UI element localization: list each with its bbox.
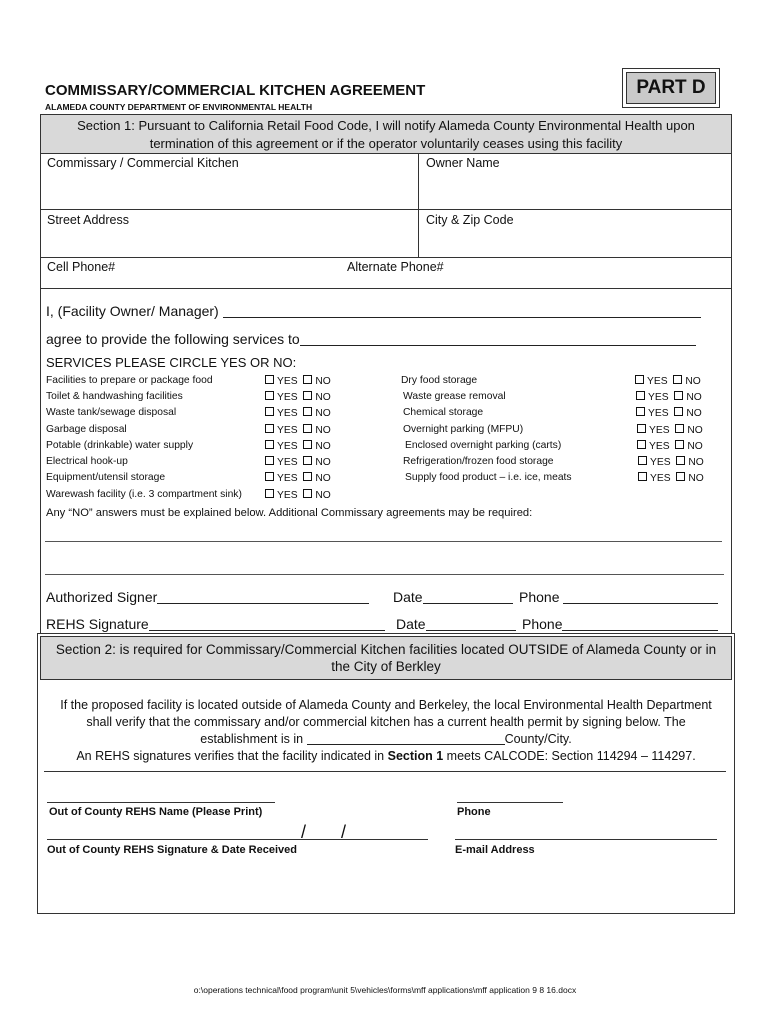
section2-heading	[40, 636, 732, 680]
authorized-signer-label: Authorized Signer	[46, 589, 158, 605]
checkbox-icon	[675, 424, 684, 433]
checkbox-icon	[636, 391, 645, 400]
rehs-signature-date-input[interactable]	[47, 839, 428, 840]
agree-recipient-input[interactable]	[300, 333, 696, 346]
service-left-3: Waste tank/sewage disposal	[46, 407, 177, 418]
yes-option[interactable]: YES	[265, 424, 298, 436]
facility-owner-label: I, (Facility Owner/ Manager)	[46, 303, 219, 319]
authorized-signer-input[interactable]	[157, 591, 369, 604]
section2-paragraph	[40, 697, 732, 765]
rehs-signature-label: REHS Signature	[46, 616, 149, 632]
checkbox-icon	[635, 375, 644, 384]
service-right-4: Overnight parking (MFPU)	[403, 424, 524, 435]
service-right-1: Dry food storage	[401, 375, 478, 386]
owner-name-field[interactable]: Owner Name	[426, 156, 500, 170]
checkbox-icon	[265, 375, 274, 384]
yes-option[interactable]: YES	[636, 391, 669, 403]
checkbox-icon	[303, 407, 312, 416]
service-right-7: Supply food product – i.e. ice, meats	[405, 472, 572, 483]
checkbox-icon	[265, 407, 274, 416]
yes-option[interactable]: YES	[265, 489, 298, 501]
checkbox-icon	[303, 391, 312, 400]
yes-no-left-7	[265, 472, 331, 484]
checkbox-icon	[676, 456, 685, 465]
date-slash-1: /	[301, 822, 307, 842]
agree-label: agree to provide the following services to	[46, 331, 300, 347]
no-option[interactable]: NO	[676, 456, 703, 468]
yes-no-left-3	[265, 407, 331, 419]
yes-no-left-6	[265, 456, 331, 468]
service-right-3: Chemical storage	[403, 407, 484, 418]
file-path-footer: o:\operations technical\food program\unit 5\vehicles\forms\mff applications\mff application 9 8 16.docx	[193, 985, 577, 995]
phone-label: Phone	[519, 589, 560, 605]
yes-option[interactable]: YES	[635, 375, 668, 387]
service-left-2: Toilet & handwashing facilities	[46, 391, 183, 402]
authorized-date-input[interactable]	[423, 591, 513, 604]
yes-no-right-6	[638, 456, 704, 468]
cell-phone-field[interactable]: Cell Phone#	[47, 260, 116, 274]
street-address-field[interactable]: Street Address	[47, 213, 129, 227]
no-option[interactable]: NO	[303, 424, 330, 436]
yes-no-right-4	[637, 424, 703, 436]
no-option[interactable]: NO	[303, 407, 330, 419]
checkbox-icon	[638, 456, 647, 465]
city-zip-field[interactable]: City & Zip Code	[426, 213, 514, 227]
no-option[interactable]: NO	[675, 424, 702, 436]
date-label: Date	[393, 589, 423, 605]
yes-no-left-1	[265, 375, 331, 387]
explanation-line-2[interactable]	[45, 574, 724, 575]
section2-para-line4: An REHS signatures verifies that the facility indicated in Section 1 meets CALCODE: Section 114294 – 114297.	[76, 749, 696, 763]
service-right-6: Refrigeration/frozen food storage	[403, 456, 554, 467]
date-slash-2: /	[341, 822, 347, 842]
yes-no-left-2	[265, 391, 331, 403]
rehs-signature-date-label: Out of County REHS Signature & Date Received	[47, 844, 297, 856]
no-answers-note: Any “NO” answers must be explained below. Additional Commissary agreements may be required:	[46, 507, 533, 519]
section1-heading-line1: Section 1: Pursuant to California Retail Food Code, I will notify Alameda County Environmental Health upon	[77, 118, 695, 133]
rehs-signature-row	[46, 616, 385, 632]
yes-option[interactable]: YES	[265, 456, 298, 468]
service-right-5: Enclosed overnight parking (carts)	[405, 440, 562, 451]
rehs-phone-row	[522, 616, 718, 632]
rehs-name-label: Out of County REHS Name (Please Print)	[49, 806, 263, 818]
checkbox-icon	[303, 375, 312, 384]
facility-owner-line[interactable]	[46, 303, 701, 319]
rehs-phone-input[interactable]	[562, 618, 718, 631]
service-right-2: Waste grease removal	[403, 391, 506, 402]
checkbox-icon	[673, 375, 682, 384]
yes-option[interactable]: YES	[637, 440, 670, 452]
no-option[interactable]: NO	[674, 391, 701, 403]
yes-no-right-2	[636, 391, 702, 403]
rehs-phone-line[interactable]	[457, 802, 563, 803]
checkbox-icon	[674, 407, 683, 416]
authorized-signer-row	[46, 589, 369, 605]
section1-heading	[40, 114, 732, 154]
yes-no-right-1	[635, 375, 701, 387]
yes-option[interactable]: YES	[265, 391, 298, 403]
no-option[interactable]: NO	[303, 391, 330, 403]
county-city-input[interactable]	[307, 733, 505, 745]
service-left-7: Equipment/utensil storage	[46, 472, 166, 483]
section2-para-line3: establishment is in County/City.	[200, 732, 572, 746]
section2-para-line2: shall verify that the commissary and/or commercial kitchen has a current health permit by signing below. The	[86, 715, 686, 729]
commissary-field[interactable]: Commissary / Commercial Kitchen	[47, 156, 239, 170]
checkbox-icon	[265, 489, 274, 498]
email-label: E-mail Address	[455, 844, 535, 856]
checkbox-icon	[676, 472, 685, 481]
rehs-date-input[interactable]	[426, 618, 516, 631]
yes-option[interactable]: YES	[637, 424, 670, 436]
section2-heading-line2: the City of Berkley	[331, 659, 441, 674]
explanation-line-1[interactable]	[45, 541, 722, 542]
no-option[interactable]: NO	[303, 472, 330, 484]
authorized-phone-input[interactable]	[563, 591, 718, 604]
checkbox-icon	[636, 407, 645, 416]
service-left-8: Warewash facility (i.e. 3 compartment sink)	[46, 489, 242, 500]
yes-no-right-3	[636, 407, 702, 419]
phone-label: Phone	[522, 616, 563, 632]
part-badge	[622, 68, 720, 108]
checkbox-icon	[265, 391, 274, 400]
checkbox-icon	[303, 440, 312, 449]
checkbox-icon	[265, 456, 274, 465]
checkbox-icon	[303, 489, 312, 498]
yes-option[interactable]: YES	[638, 472, 671, 484]
yes-option[interactable]: YES	[265, 407, 298, 419]
no-option[interactable]: NO	[673, 375, 700, 387]
checkbox-icon	[638, 472, 647, 481]
no-option[interactable]: NO	[303, 489, 330, 501]
section2-para-line1: If the proposed facility is located outside of Alameda County and Berkeley, the local Environmental Health Department	[60, 698, 712, 712]
yes-option[interactable]: YES	[638, 456, 671, 468]
rehs-date-row	[396, 616, 516, 632]
yes-no-left-5	[265, 440, 331, 452]
section1-heading-line2: termination of this agreement or if the operator voluntarily ceases using this facility	[149, 136, 623, 151]
checkbox-icon	[637, 440, 646, 449]
checkbox-icon	[303, 424, 312, 433]
service-left-6: Electrical hook-up	[46, 456, 128, 467]
yes-no-right-5	[637, 440, 703, 452]
facility-owner-input[interactable]	[223, 305, 701, 318]
date-label: Date	[396, 616, 426, 632]
section2-heading-line1: Section 2: is required for Commissary/Commercial Kitchen facilities located OUTSIDE of Alameda County or in	[55, 642, 717, 657]
yes-no-right-7	[638, 472, 704, 484]
service-left-4: Garbage disposal	[46, 424, 127, 435]
checkbox-icon	[675, 440, 684, 449]
email-input[interactable]	[455, 839, 717, 840]
checkbox-icon	[674, 391, 683, 400]
no-option[interactable]: NO	[303, 440, 330, 452]
rehs-name-input[interactable]	[47, 802, 275, 803]
alternate-phone-field[interactable]: Alternate Phone#	[347, 260, 444, 274]
no-option[interactable]: NO	[303, 456, 330, 468]
checkbox-icon	[265, 424, 274, 433]
part-badge-label: PART D	[626, 72, 716, 104]
yes-no-left-8	[265, 489, 331, 501]
department-name: ALAMEDA COUNTY DEPARTMENT OF ENVIRONMENTAL HEALTH	[45, 102, 313, 112]
agree-line[interactable]	[46, 331, 696, 347]
form-title: COMMISSARY/COMMERCIAL KITCHEN AGREEMENT	[45, 82, 426, 99]
yes-no-left-4	[265, 424, 331, 436]
yes-option[interactable]: YES	[636, 407, 669, 419]
rehs-phone-label: Phone	[457, 806, 491, 818]
yes-option[interactable]: YES	[265, 472, 298, 484]
checkbox-icon	[265, 472, 274, 481]
rehs-signature-input[interactable]	[149, 618, 385, 631]
checkbox-icon	[303, 472, 312, 481]
no-option[interactable]: NO	[676, 472, 703, 484]
checkbox-icon	[637, 424, 646, 433]
services-heading: SERVICES PLEASE CIRCLE YES OR NO:	[46, 355, 297, 370]
no-option[interactable]: NO	[303, 375, 330, 387]
authorized-phone-row	[519, 589, 718, 605]
checkbox-icon	[265, 440, 274, 449]
checkbox-icon	[303, 456, 312, 465]
service-left-1: Facilities to prepare or package food	[46, 375, 213, 386]
service-left-5: Potable (drinkable) water supply	[46, 440, 194, 451]
no-option[interactable]: NO	[675, 440, 702, 452]
authorized-date-row	[393, 589, 513, 605]
yes-option[interactable]: YES	[265, 375, 298, 387]
no-option[interactable]: NO	[674, 407, 701, 419]
yes-option[interactable]: YES	[265, 440, 298, 452]
